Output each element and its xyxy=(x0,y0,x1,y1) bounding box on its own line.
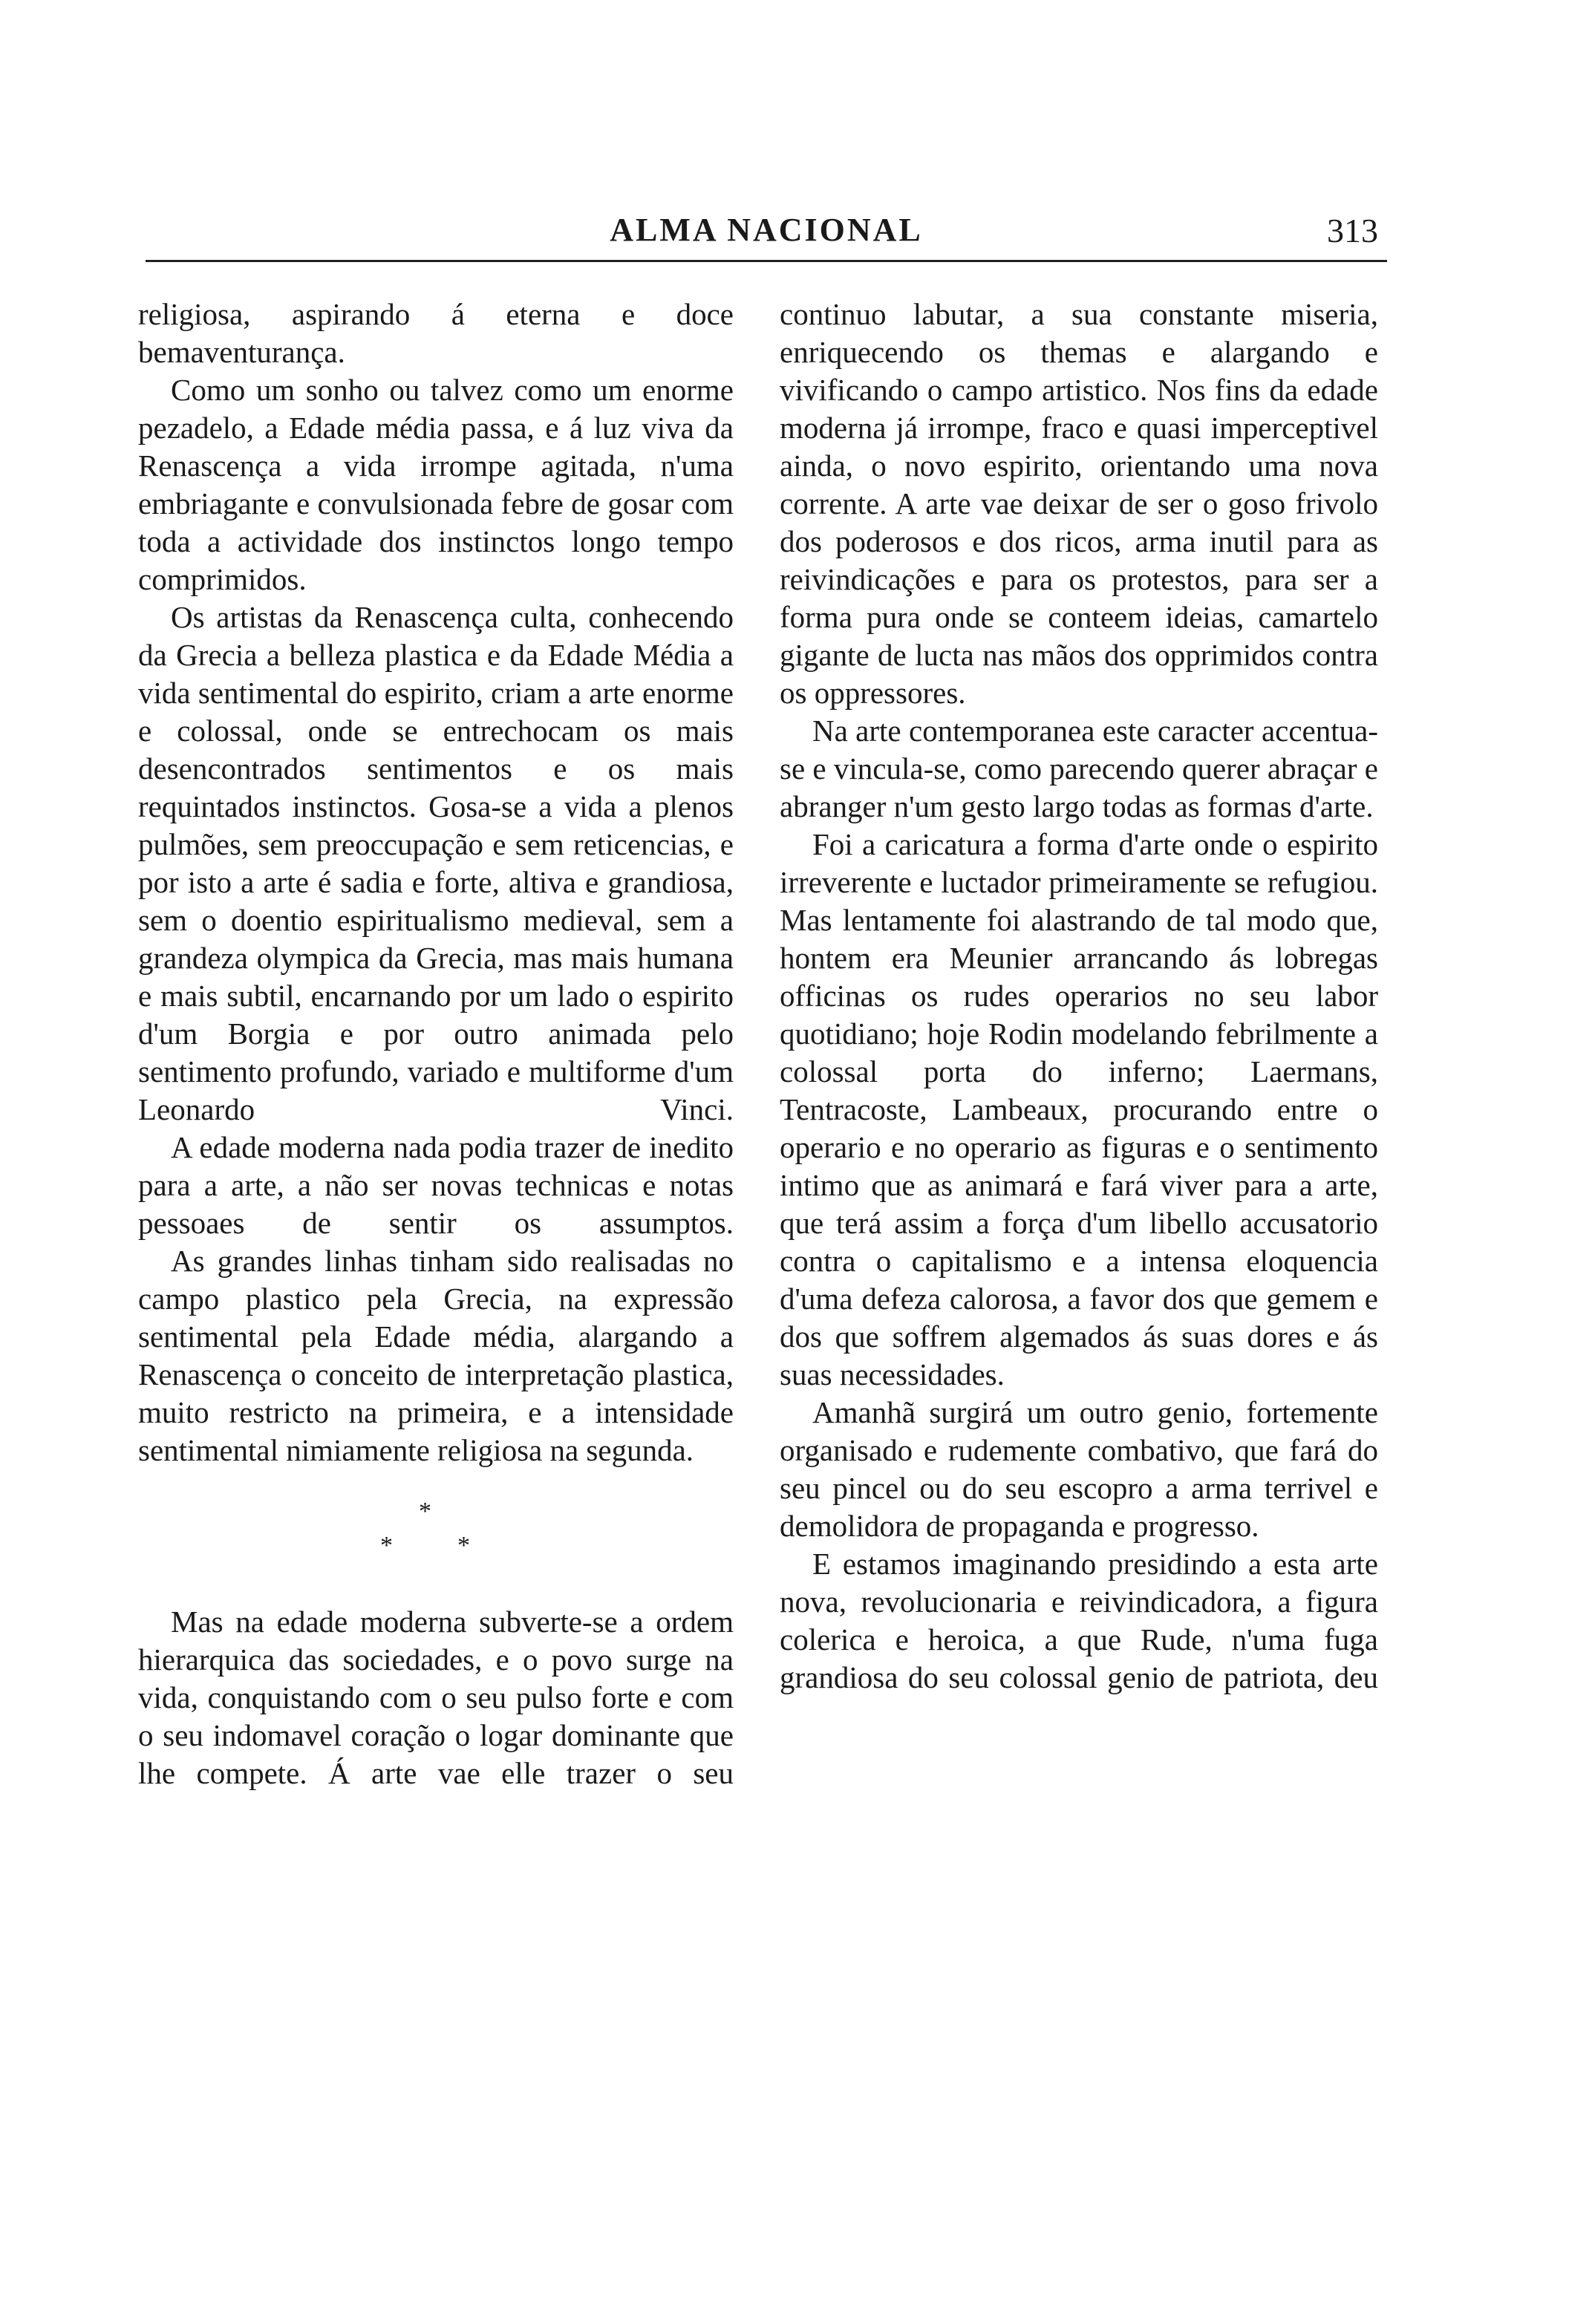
paragraph: Os artistas da Renascença culta, conhecendo da Grecia a belleza plastica e da Edade Média a vida sentimental do espirito, criam a arte enorme e colossal, onde se entrechocam os mais desencontrados sentimentos e os mais requintados instinctos. Gosa-se a vida a plenos pulmões, sem preoccupação e sem reticencias, e por isto a arte é sadia e forte, altiva e grandiosa, sem o doentio espiritualismo medieval, sem a grandeza olympica da Grecia, mas mais humana e mais subtil, encarnando por um lado o espirito d'um Borgia e por outro animada pelo sentimento profundo, variado e multiforme d'um Leonardo Vinci. xyxy=(138,600,734,1126)
paragraph: Mas na edade moderna subverte-se a ordem hierarquica das sociedades, e o povo surge na vida, conquistando com o seu pulso forte e com o seu indomavel coração o logar dominante que lhe compete. Á arte vae elle trazer o seu xyxy=(138,1605,734,1790)
asterism-star: * xyxy=(380,1532,393,1559)
paragraph: Foi a caricatura a forma d'arte onde o espirito irreverente e luctador primeiramente se refugiou. Mas lentamente foi alastrando de tal modo que, hontem era Meunier arrancando ás lobregas officinas os rudes operarios no seu labor quotidiano; hoje Rodin modelando febrilmente a colossal porta do inferno; Laermans, Tentracoste, Lambeaux, procurando entre o operario e no operario as figuras e o sentimento intimo que as animará e fará viver para a arte, que terá assim a força d'um libello accusatorio contra o capitalismo e a intensa eloquencia d'uma defeza calorosa, a favor dos que gemem e dos que soffrem algemados ás suas dores e ás suas necessidades. xyxy=(780,827,1378,1391)
paragraph: Na arte contemporanea este caracter accentua-se e vincula-se, como parecendo querer abraçar e abranger n'um gesto largo todas as formas d'arte. xyxy=(780,714,1378,823)
right-column xyxy=(780,296,1378,1697)
paragraph: continuo labutar, a sua constante miseria, enriquecendo os themas e alargando e vivificando o campo artistico. Nos fins da edade moderna já irrompe, fraco e quasi imperceptivel ainda, o novo espirito, orientando uma nova corrente. A arte vae deixar de ser o goso frivolo dos poderosos e dos ricos, arma inutil para as reivindicações e para os protestos, para ser a forma pura onde se conteem ideias, camartelo gigante de lucta nas mãos dos opprimidos contra os oppressores. xyxy=(780,297,1378,710)
page-number: 313 xyxy=(1327,212,1378,249)
paragraph: religiosa, aspirando á eterna e doce bemaventurança. xyxy=(138,297,734,369)
asterism-star: * xyxy=(457,1532,470,1559)
section-asterism xyxy=(138,1487,734,1582)
journal-title: ALMA NACIONAL xyxy=(610,212,923,248)
paragraph: E estamos imaginando presidindo a esta arte nova, revolucionaria e reivindicadora, a figura colerica e heroica, a que Rude, n'uma fuga grandiosa do seu colossal genio de patriota, deu xyxy=(780,1547,1378,1694)
paragraph: Amanhã surgirá um outro genio, fortemente organisado e rudemente combativo, que fará do seu pincel ou do seu escopro a arma terrivel e demolidora de propaganda e progresso. xyxy=(780,1395,1378,1543)
paragraph: As grandes linhas tinham sido realisadas no campo plastico pela Grecia, na expressão sentimental pela Edade média, alargando a Renascença o conceito de interpretação plastica, muito restricto na primeira, e a intensidade sentimental nimiamente religiosa na segunda. xyxy=(138,1244,734,1467)
header-rule xyxy=(146,260,1387,262)
asterism-star: * xyxy=(419,1498,431,1525)
paragraph: Como um sonho ou talvez como um enorme pezadelo, a Edade média passa, e á luz viva da Renascença a vida irrompe agitada, n'uma embriagante e convulsionada febre de gosar com toda a actividade dos instinctos longo tempo comprimidos. xyxy=(138,373,734,596)
left-column xyxy=(138,296,734,1792)
running-header xyxy=(146,205,1387,257)
paragraph: A edade moderna nada podia trazer de inedito para a arte, a não ser novas technicas e notas pessoaes de sentir os assumptos. xyxy=(138,1130,734,1240)
